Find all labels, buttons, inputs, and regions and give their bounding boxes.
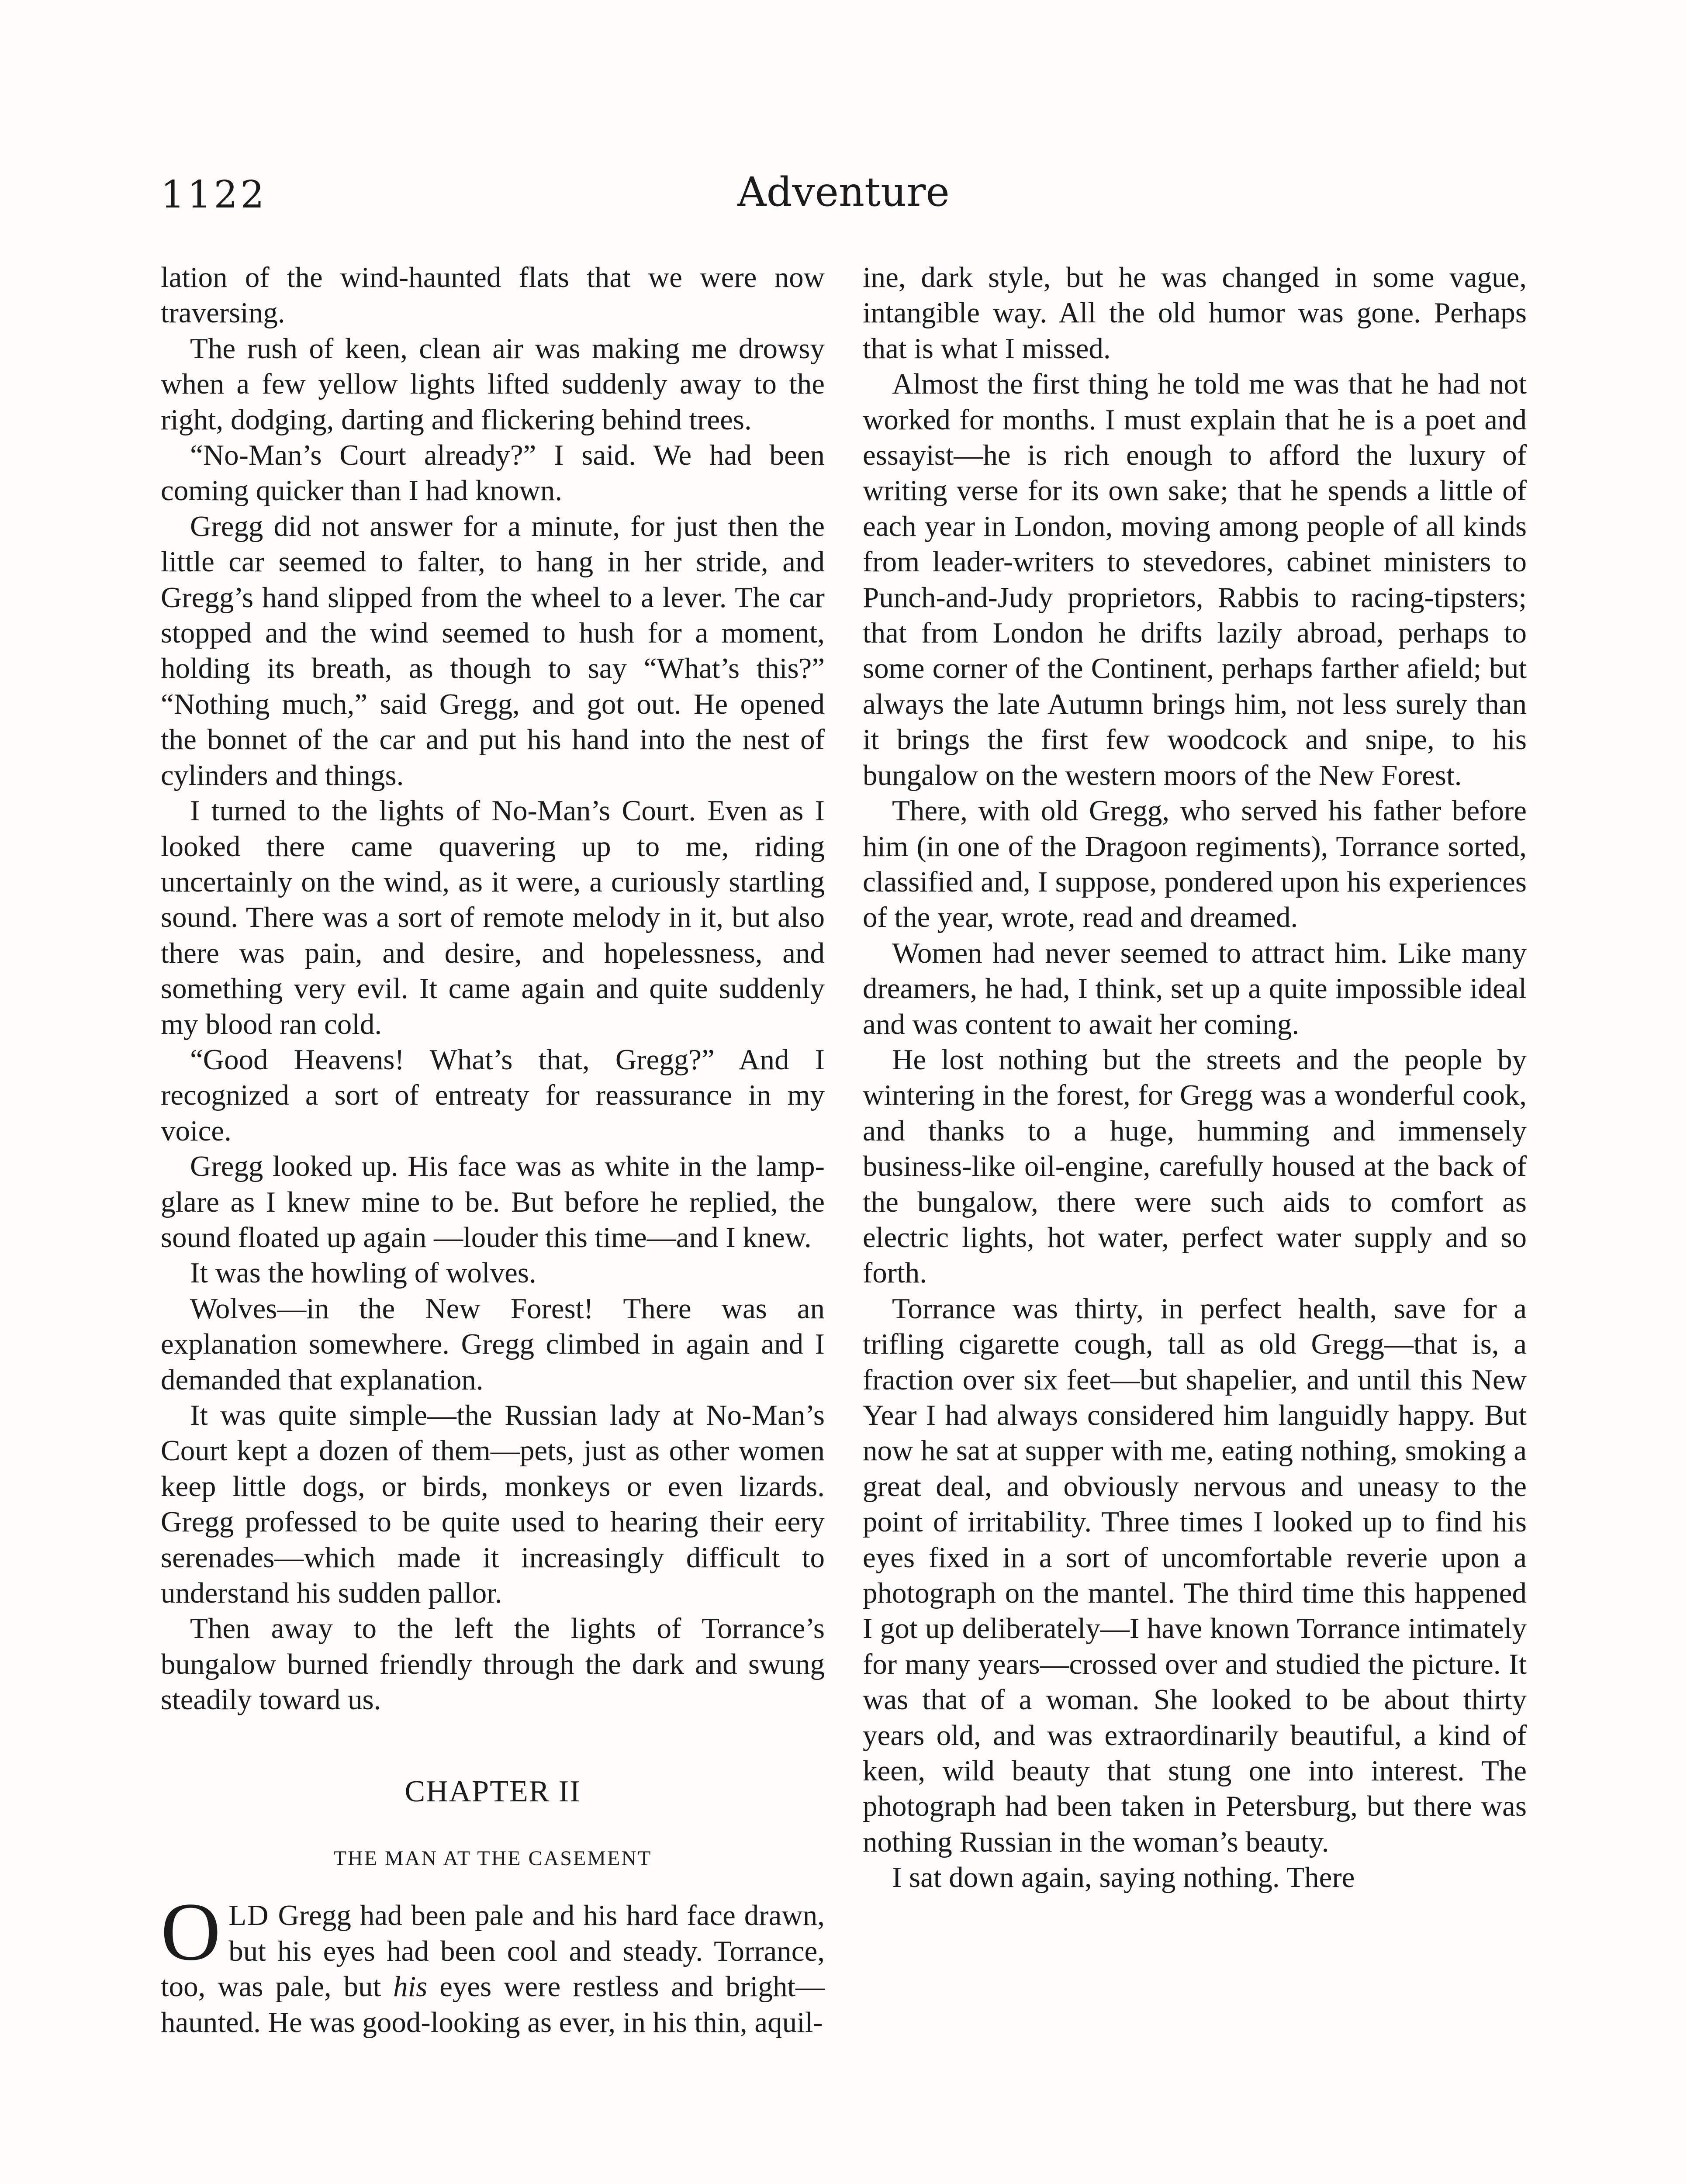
chapter-opening-paragraph bbox=[161, 1886, 825, 2040]
chapter-heading: CHAPTER II bbox=[404, 1774, 581, 1808]
paragraph-text: Gregg had been pale and his hard face drawn, but his eyes had been cool and steady. Torrance, too, was pale, but bbox=[161, 1899, 825, 2003]
paragraph: Gregg looked up. His face was as white in the lamp-glare as I knew mine to be. But before he replied, the sound floated up again —louder this time—and I knew. bbox=[161, 1150, 825, 1254]
paragraph-text: eyes were restless and bright—haunted. He was good-looking as ever, in his thin, aquil- bbox=[161, 1970, 825, 2039]
paragraph: Almost the first thing he told me was that he had not worked for months. I must explain that he is a poet and essayist—he is rich enough to afford the luxury of writing verse for its own sake; that he spends a little of each year in London, moving among people of all kinds from leader-writers to stevedores, cabinet ministers to Punch-and-Judy proprietors, Rabbis to racing-tipsters; that from London he drifts lazily abroad, perhaps to some corner of the Continent, perhaps farther afield; but always the late Autumn brings him, not less surely than it brings the first few woodcock and snipe, to his bungalow on the western moors of the New Forest. bbox=[863, 368, 1527, 791]
paragraph: There, with old Gregg, who served his father before him (in one of the Dragoon regiments), Torrance sorted, classified and, I suppose, pondered upon his experiences of the year, wrote, read and dreamed. bbox=[863, 795, 1527, 934]
paragraph: It was quite simple—the Russian lady at No-Man’s Court kept a dozen of them—pets, just as other women keep little dogs, or birds, monkeys or even lizards. Gregg professed to be quite used to hearing their eery serenades—which made it increasingly difficult to understand his sudden pallor. bbox=[161, 1399, 825, 1610]
paragraph: Wolves—in the New Forest! There was an explanation somewhere. Gregg climbed in again and I demanded that explanation. bbox=[161, 1292, 825, 1396]
page-header bbox=[161, 169, 1526, 230]
drop-cap: O bbox=[161, 1886, 221, 1978]
paragraph: I turned to the lights of No-Man’s Court. Even as I looked there came quavering up to me, riding uncertainly on the wind, as it were, a curiously startling sound. There was a sort of remote melody in it, but also there was pain, and desire, and hopelessness, and something very evil. It came again and quite suddenly my blood ran cold. bbox=[161, 795, 825, 1040]
paragraph: “Good Heavens! What’s that, Gregg?” And I recognized a sort of entreaty for reassurance in my voice. bbox=[161, 1043, 825, 1147]
paragraph: Then away to the left the lights of Torrance’s bungalow burned friendly through the dark and swung steadily toward us. bbox=[161, 1612, 825, 1716]
emphasis-text: his bbox=[393, 1970, 428, 2003]
paragraph: lation of the wind-haunted flats that we were now traversing. bbox=[161, 261, 825, 329]
paragraph: It was the howling of wolves. bbox=[190, 1257, 536, 1289]
page-number: 1122 bbox=[161, 173, 267, 217]
running-title: Adventure bbox=[737, 169, 950, 215]
first-word: LD bbox=[228, 1899, 270, 1932]
paragraph: “No-Man’s Court already?” I said. We had been coming quicker than I had known. bbox=[161, 439, 825, 507]
chapter-subtitle: THE MAN AT THE CASEMENT bbox=[333, 1847, 652, 1870]
paragraph: Torrance was thirty, in perfect health, save for a trifling cigarette cough, tall as old Gregg—that is, a fraction over six feet—but shapelier, and until this New Year I had always considered him languidly happy. But now he sat at supper with me, eating nothing, smoking a great deal, and obviously nervous and uneasy to the point of irritability. Three times I looked up to find his eyes fixed in a sort of uncomfortable reverie upon a photograph on the mantel. The third time this happened I got up deliberately—I have known Torrance intimately for many years—crossed over and studied the picture. It was that of a woman. She looked to be about thirty years old, and was extraordinarily beautiful, a kind of keen, wild beauty that stung one into interest. The photograph had been taken in Petersburg, but there was nothing Russian in the woman’s beauty. bbox=[863, 1292, 1527, 1858]
paragraph: The rush of keen, clean air was making me drowsy when a few yellow lights lifted suddenly away to the right, dodging, darting and flickering behind trees. bbox=[161, 332, 825, 436]
paragraph: I sat down again, saying nothing. There bbox=[892, 1861, 1355, 1894]
paragraph: Women had never seemed to attract him. Like many dreamers, he had, I think, set up a quite impossible ideal and was content to await her coming. bbox=[863, 936, 1527, 1040]
paragraph: He lost nothing but the streets and the people by wintering in the forest, for Gregg was a wonderful cook, and thanks to a huge, humming and immensely business-like oil-engine, carefully housed at the back of the bungalow, there were such aids to comfort as electric lights, hot water, perfect water supply and so forth. bbox=[863, 1043, 1527, 1289]
left-column bbox=[161, 260, 825, 2040]
paragraph: Gregg did not answer for a minute, for just then the little car seemed to falter, to hang in her stride, and Gregg’s hand slipped from the wheel to a lever. The car stopped and the wind seemed to hush for a moment, holding its breath, as though to say “What’s this?” “Nothing much,” said Gregg, and got out. He opened the bonnet of the car and put his hand into the nest of cylinders and things. bbox=[161, 510, 825, 791]
right-column bbox=[863, 260, 1527, 1896]
paragraph: ine, dark style, but he was changed in some vague, intangible way. All the old humor was gone. Perhaps that is what I missed. bbox=[863, 261, 1527, 365]
